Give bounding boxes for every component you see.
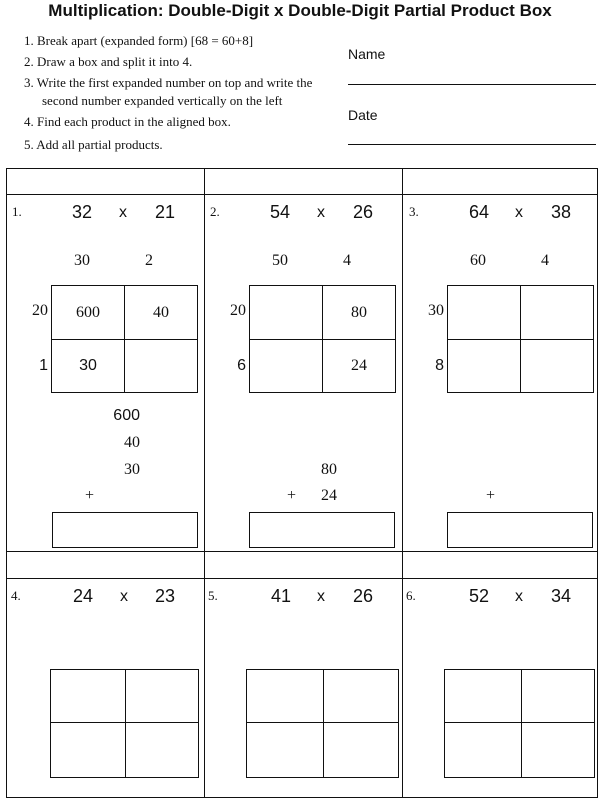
left-split-ones: 8 xyxy=(435,357,444,374)
answer-box[interactable] xyxy=(249,512,395,548)
factor-b: 34 xyxy=(551,586,572,606)
partial-product-box[interactable]: 30 xyxy=(51,339,125,393)
factor-a: 32 xyxy=(72,202,93,222)
answer-box[interactable] xyxy=(447,512,593,548)
times-sign: x xyxy=(317,204,325,221)
instructions xyxy=(24,32,312,154)
partial-product-box[interactable] xyxy=(246,669,324,723)
instruction-2: 2. Draw a box and split it into 4. xyxy=(24,54,193,69)
partial-product-box[interactable] xyxy=(124,339,198,393)
left-split-tens: 30 xyxy=(428,302,444,319)
left-split-ones: 1 xyxy=(39,357,48,374)
problem-number: 1. xyxy=(12,204,22,219)
partial-sum: 24 xyxy=(321,487,337,504)
grid-line xyxy=(6,168,7,798)
problem-number: 6. xyxy=(406,588,416,603)
partial-product-box[interactable] xyxy=(323,669,399,723)
problem-number: 5. xyxy=(208,588,218,603)
instruction-5: 5. Add all partial products. xyxy=(24,137,163,152)
instruction-1: 1. Break apart (expanded form) [68 = 60+8] xyxy=(24,33,254,48)
partial-product-box[interactable] xyxy=(249,285,323,340)
partial-product-box[interactable] xyxy=(447,285,521,340)
partial-product-box[interactable]: 600 xyxy=(51,285,125,340)
grid-line xyxy=(204,168,205,798)
partial-product-box[interactable] xyxy=(246,722,324,778)
instruction-3: 3. Write the first expanded number on top and write the xyxy=(24,75,313,90)
partial-product-box[interactable]: 24 xyxy=(322,339,396,393)
left-split-tens: 20 xyxy=(32,302,48,319)
partial-product-box[interactable] xyxy=(447,339,521,393)
date-line[interactable] xyxy=(348,144,596,145)
partial-sum: 30 xyxy=(124,461,140,478)
answer-box[interactable] xyxy=(52,512,198,548)
top-split-ones: 2 xyxy=(145,252,153,269)
grid-line xyxy=(597,168,598,798)
partial-product-box[interactable] xyxy=(521,722,595,778)
name-label: Name xyxy=(348,46,386,62)
factor-b: 26 xyxy=(353,586,374,606)
factor-a: 41 xyxy=(271,586,292,606)
instruction-4: 4. Find each product in the aligned box. xyxy=(24,114,231,129)
factor-a: 64 xyxy=(469,202,490,222)
grid-line xyxy=(6,578,598,579)
partial-product-box[interactable] xyxy=(520,339,594,393)
factor-a: 54 xyxy=(270,202,291,222)
grid-line xyxy=(6,168,598,169)
partial-product-box[interactable] xyxy=(249,339,323,393)
partial-product-box[interactable] xyxy=(323,722,399,778)
partial-product-box[interactable] xyxy=(125,722,199,778)
partial-product-box[interactable] xyxy=(444,669,522,723)
grid-line xyxy=(402,168,403,798)
times-sign: x xyxy=(120,588,128,605)
partial-product-box[interactable] xyxy=(521,669,595,723)
partial-sum: 600 xyxy=(113,407,140,424)
partial-product-box[interactable] xyxy=(50,722,126,778)
problem-number: 3. xyxy=(409,204,419,219)
partial-product-box[interactable] xyxy=(444,722,522,778)
plus-sign: + xyxy=(486,487,496,504)
partial-sum: 80 xyxy=(321,461,337,478)
top-split-ones: 4 xyxy=(343,252,351,269)
grid-line xyxy=(6,551,598,552)
factor-a: 52 xyxy=(469,586,490,606)
factor-b: 38 xyxy=(551,202,572,222)
name-line[interactable] xyxy=(348,84,596,85)
page-title: Multiplication: Double-Digit x Double-Digit Partial Product Box xyxy=(48,1,552,20)
top-split-tens: 60 xyxy=(470,252,486,269)
times-sign: x xyxy=(515,204,523,221)
factor-b: 23 xyxy=(155,586,176,606)
grid-line xyxy=(6,797,598,798)
times-sign: x xyxy=(119,204,127,221)
factor-a: 24 xyxy=(73,586,94,606)
partial-product-box[interactable]: 40 xyxy=(124,285,198,340)
grid-line xyxy=(6,194,598,195)
top-split-ones: 4 xyxy=(541,252,549,269)
problem-number: 2. xyxy=(210,204,220,219)
times-sign: x xyxy=(317,588,325,605)
times-sign: x xyxy=(515,588,523,605)
plus-sign: + xyxy=(287,487,297,504)
partial-product-box[interactable]: 80 xyxy=(322,285,396,340)
partial-product-box[interactable] xyxy=(520,285,594,340)
partial-sum: 40 xyxy=(124,434,140,451)
problem-number: 4. xyxy=(11,588,21,603)
factor-b: 26 xyxy=(353,202,374,222)
partial-product-box[interactable] xyxy=(50,669,126,723)
plus-sign: + xyxy=(85,487,95,504)
top-split-tens: 50 xyxy=(272,252,288,269)
date-label: Date xyxy=(348,107,378,123)
left-split-ones: 6 xyxy=(237,357,246,374)
partial-product-box[interactable] xyxy=(125,669,199,723)
left-split-tens: 20 xyxy=(230,302,246,319)
factor-b: 21 xyxy=(155,202,176,222)
top-split-tens: 30 xyxy=(74,252,90,269)
instruction-3-cont: second number expanded vertically on the left xyxy=(42,93,283,108)
